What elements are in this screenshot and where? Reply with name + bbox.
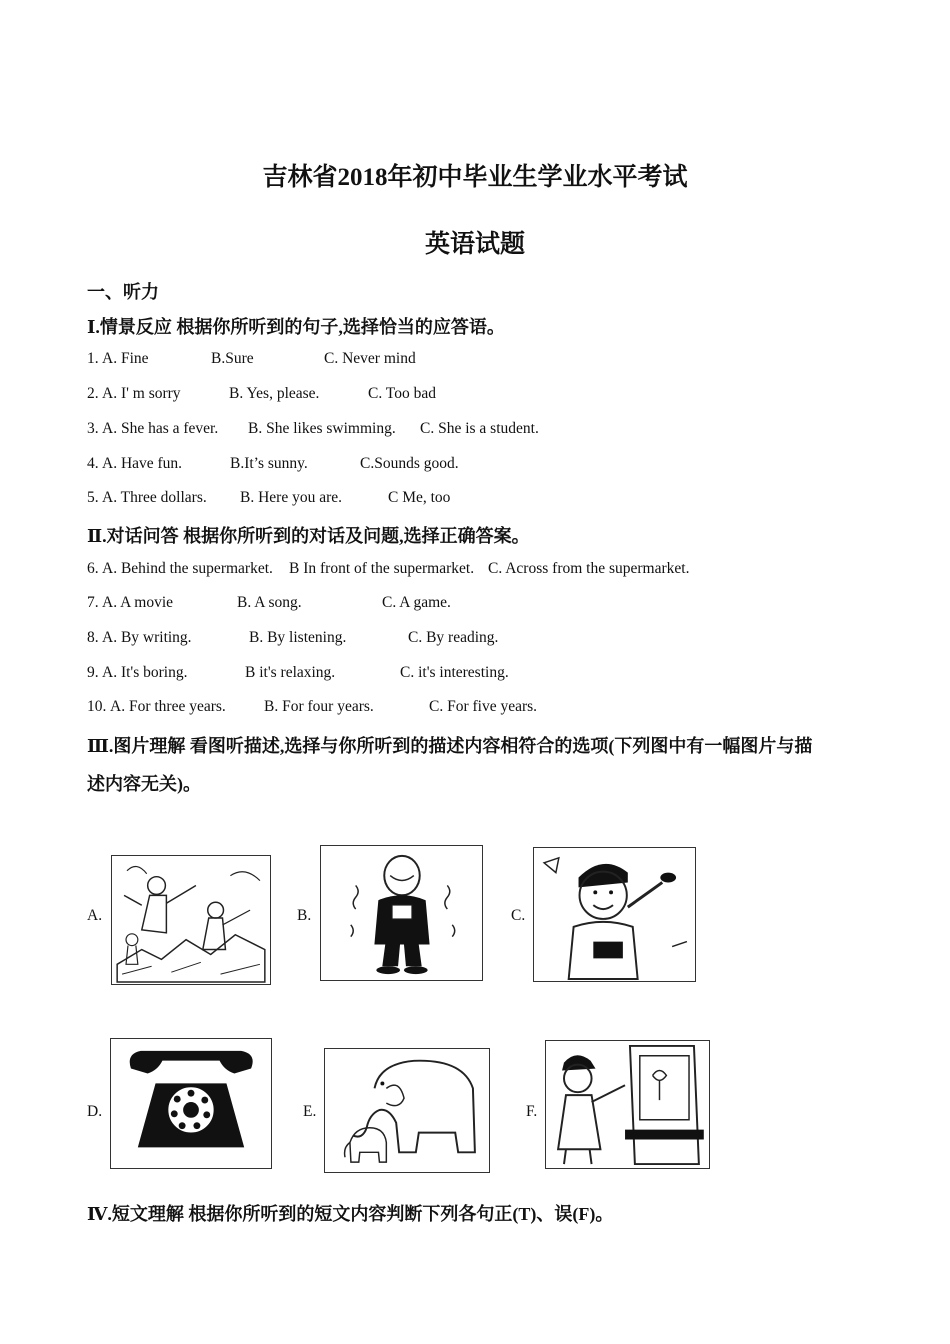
option-a: A. Three dollars.: [102, 489, 207, 506]
picture-c-label: C.: [511, 907, 526, 924]
option-a: A. For three years.: [110, 698, 226, 715]
picture-f-label: F.: [526, 1103, 538, 1120]
battle-scene-icon: [111, 855, 271, 985]
option-c: C. She is a student.: [420, 420, 539, 437]
picture-d-label: D.: [87, 1103, 103, 1120]
option-a: A. I' m sorry: [102, 385, 181, 402]
telephone-icon: [110, 1038, 272, 1169]
option-b: B. Here you are.: [240, 489, 342, 506]
option-c: C. Across from the supermarket.: [488, 560, 690, 577]
question-number: 3.: [87, 420, 99, 437]
section-heading-3-cont: 述内容无关)。: [87, 774, 201, 794]
option-c: C. A game.: [382, 594, 451, 611]
option-b: B In front of the supermarket.: [289, 560, 475, 577]
picture-a-label: A.: [87, 907, 103, 924]
option-a: A. By writing.: [102, 629, 192, 646]
option-a: A. Behind the supermarket.: [102, 560, 273, 577]
option-c: C. Too bad: [368, 385, 436, 402]
section-heading-3: Ⅲ.图片理解 看图听描述,选择与你所听到的描述内容相符合的选项(下列图中有一幅图片与描: [87, 736, 813, 756]
option-a: A. A movie: [102, 594, 174, 611]
question-number: 4.: [87, 455, 99, 472]
question-number: 2.: [87, 385, 99, 402]
question-number: 9.: [87, 664, 99, 681]
question-number: 5.: [87, 489, 99, 506]
option-c: C. By reading.: [408, 629, 499, 646]
option-c: C.Sounds good.: [360, 455, 459, 472]
section-heading-4: Ⅳ.短文理解 根据你所听到的短文内容判断下列各句正(T)、误(F)。: [87, 1204, 614, 1224]
option-b: B.Sure: [211, 350, 254, 367]
cold-person-icon: [320, 845, 483, 981]
page-title: 吉林省2018年初中毕业生学业水平考试: [262, 164, 688, 191]
option-b: B.It’s sunny.: [230, 455, 308, 472]
question-number: 7.: [87, 594, 99, 611]
part-heading-listening: 一、听力: [87, 282, 159, 302]
question-number: 6.: [87, 560, 99, 577]
picture-e-label: E.: [303, 1103, 317, 1120]
singing-boy-icon: [533, 847, 696, 982]
option-a: A. It's boring.: [102, 664, 188, 681]
option-b: B. Yes, please.: [229, 385, 320, 402]
option-b: B. A song.: [237, 594, 302, 611]
option-b: B it's relaxing.: [245, 664, 336, 681]
painting-girl-icon: [545, 1040, 710, 1169]
question-number: 8.: [87, 629, 99, 646]
option-c: C Me, too: [388, 489, 451, 506]
option-b: B. By listening.: [249, 629, 347, 646]
option-a: A. She has a fever.: [102, 420, 219, 437]
section-heading-2: Ⅱ.对话问答 根据你所听到的对话及问题,选择正确答案。: [87, 526, 530, 546]
page-subtitle: 英语试题: [424, 231, 525, 258]
elephants-icon: [324, 1048, 490, 1173]
option-a: A. Have fun.: [102, 455, 183, 472]
option-b: B. She likes swimming.: [248, 420, 396, 437]
option-c: C. it's interesting.: [400, 664, 509, 681]
question-number: 10.: [87, 698, 107, 715]
option-c: C. For five years.: [429, 698, 538, 715]
section-heading-1: Ⅰ.情景反应 根据你所听到的句子,选择恰当的应答语。: [87, 317, 505, 337]
option-a: A. Fine: [102, 350, 149, 367]
option-b: B. For four years.: [264, 698, 374, 715]
picture-b-label: B.: [297, 907, 312, 924]
option-c: C. Never mind: [324, 350, 416, 367]
question-number: 1.: [87, 350, 99, 367]
